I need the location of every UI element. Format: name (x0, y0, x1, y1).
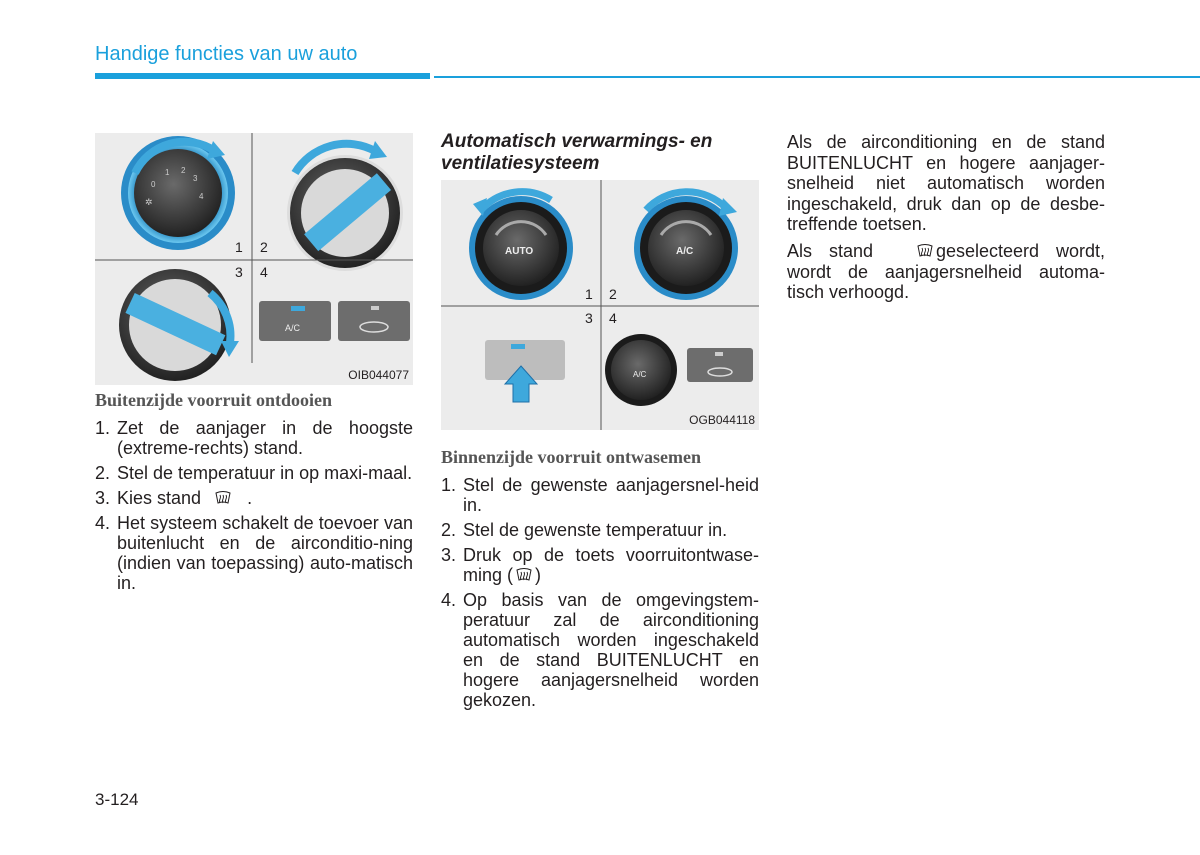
ac-small-label: A/C (633, 370, 647, 379)
figure-defrost-illustration (95, 133, 413, 385)
header-accent-bar (95, 73, 430, 79)
panel-number: 1 (235, 239, 243, 255)
panel-number: 4 (260, 264, 268, 280)
figure-code: OGB044118 (689, 413, 755, 427)
recirc-button (687, 348, 753, 382)
panel-number: 4 (609, 310, 617, 326)
panel-number: 2 (260, 239, 268, 255)
svg-text:✲: ✲ (145, 197, 153, 207)
exterior-defrost-steps (95, 418, 413, 598)
figure-code: OIB044077 (348, 368, 409, 382)
section-heading-exterior-defrost: Buitenzijde voorruit ontdooien (95, 390, 332, 410)
panel-number: 3 (585, 310, 593, 326)
auto-label: AUTO (505, 246, 534, 257)
svg-text:0: 0 (151, 180, 156, 189)
figure-auto-climate-controls (441, 180, 759, 430)
figure-auto-climate-illustration (441, 180, 759, 430)
svg-text:2: 2 (181, 166, 186, 175)
header-rule (434, 76, 1200, 78)
list-item: 4. Op basis van de omgevingstem-peratuur zal de airconditioning automatisch worden ingeschakeld en de stand BUITENLUCHT en hogere aanjagersnelheid worden gekozen. (441, 590, 759, 710)
list-item: 1. Stel de gewenste aanjagersnel-heid in. (441, 475, 759, 515)
list-item: 2. Stel de gewenste temperatuur in. (441, 520, 728, 540)
panel-number: 2 (609, 286, 617, 302)
front-defrost-icon (515, 568, 533, 582)
list-item: 2. Stel de temperatuur in op maxi-maal. (95, 463, 413, 483)
page-header-title: Handige functies van uw auto (95, 43, 358, 65)
svg-text:4: 4 (199, 192, 204, 201)
section-heading-auto-climate: Automatisch verwarmings- en ventilatiesysteem (441, 131, 713, 174)
panel-number: 1 (585, 286, 593, 302)
front-defrost-icon (916, 244, 934, 258)
figure-defrost-controls (95, 133, 413, 385)
fan-speed-knob (121, 136, 235, 250)
interior-demist-steps (441, 475, 759, 715)
svg-text:3: 3 (193, 174, 198, 183)
list-item: 3. Druk op de toets voorruitontwase-ming ( ) (441, 545, 759, 585)
list-item: 1. Zet de aanjager in de hoogste (extreme-rechts) stand. (95, 418, 413, 458)
list-item: 3. Kies stand . (95, 488, 253, 508)
page-number: 3-124 (95, 790, 139, 809)
ac-knob-label: A/C (676, 246, 694, 257)
panel-number: 3 (235, 264, 243, 280)
front-defrost-icon (214, 491, 232, 505)
ac-button-label: A/C (285, 323, 301, 333)
paragraph-manual-override: Als de airconditioning en de stand BUITENLUCHT en hogere aanjager-snelheid niet automatisch worden ingeschakeld, druk dan op de desbe-treffende toetsen. (787, 132, 1105, 234)
paragraph-defrost-auto-fan: Als stand geselecteerd wordt, wordt de aanjagersnelheid automa-tisch verhoogd. (787, 241, 1105, 302)
section-heading-interior-demist: Binnenzijde voorruit ontwasemen (441, 447, 701, 467)
list-item: 4. Het systeem schakelt de toevoer van buitenlucht en de airconditio-ning (indien van toepassing) auto-matisch in. (95, 513, 413, 593)
svg-text:1: 1 (165, 168, 170, 177)
